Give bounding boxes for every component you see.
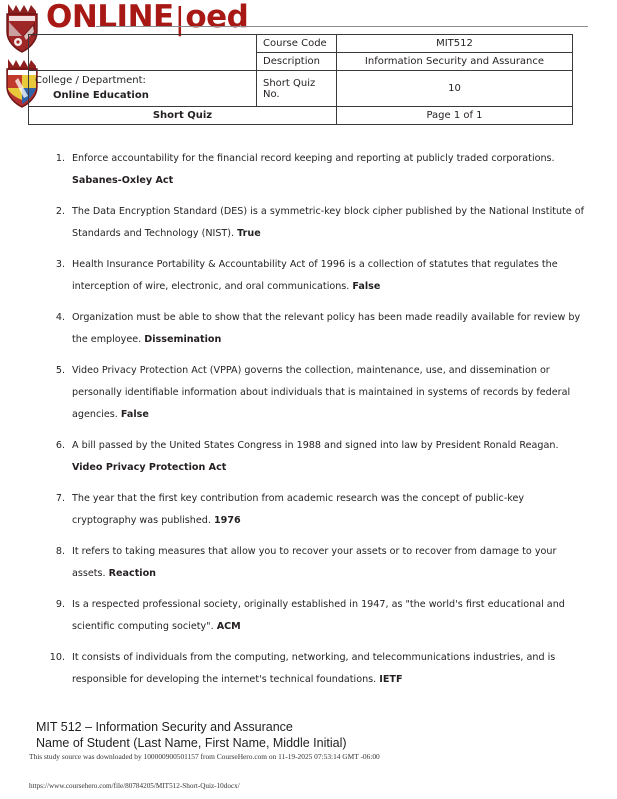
- document-header: [0, 0, 617, 150]
- quiz-item-number: 6.: [55, 440, 65, 451]
- footer-course-line: MIT 512 – Information Security and Assurance: [36, 720, 293, 734]
- quiz-item-body: [72, 594, 588, 638]
- quiz-item: [48, 541, 588, 585]
- quiz-item-answer: ACM: [216, 621, 241, 632]
- quiz-item: [48, 148, 588, 192]
- quiz-item-body: [72, 148, 588, 192]
- course-code-value: MIT512: [337, 35, 573, 53]
- quiz-item: [48, 647, 588, 691]
- quiz-item-body: [72, 435, 588, 479]
- quiz-item-question: Video Privacy Protection Act (VPPA) governs the collection, maintenance, use, and dissemination or personally identifiable information about individuals that is maintained in systems of records by federal agencies.: [72, 365, 571, 420]
- quiz-item-question: A bill passed by the United States Congress in 1988 and signed into law by President Ronald Reagan.: [72, 440, 559, 451]
- source-url[interactable]: https://www.coursehero.com/file/80784205/MIT512-Short-Quiz-10docx/: [29, 782, 240, 790]
- wordmark-oed: oed: [185, 0, 249, 35]
- quiz-item-answer: False: [352, 281, 381, 292]
- page-indicator: Page 1 of 1: [337, 107, 573, 125]
- wordmark-divider: |: [174, 2, 185, 37]
- quiz-item-body: [72, 488, 588, 532]
- quiz-item: [48, 594, 588, 638]
- quiz-item-body: [72, 307, 588, 351]
- course-code-label: Course Code: [257, 35, 337, 53]
- quiz-item-body: [72, 201, 588, 245]
- quiz-item-answer: False: [120, 409, 149, 420]
- quiz-item-number: 8.: [55, 546, 65, 557]
- header-divider-rule: [96, 26, 588, 27]
- quiz-item-answer: Sabanes-Oxley Act: [72, 175, 174, 186]
- quiz-item: [48, 360, 588, 426]
- quiz-item: [48, 307, 588, 351]
- quiz-item: [48, 488, 588, 532]
- download-stamp: This study source was downloaded by 100000900501157 from CourseHero.com on 11-19-2025 07:53:14 GMT -06:00: [29, 752, 380, 761]
- quiz-item: [48, 435, 588, 479]
- quiz-item-question: Organization must be able to show that the relevant policy has been made readily available for review by the employee.: [72, 312, 581, 345]
- short-quiz-no-value: 10: [337, 71, 573, 107]
- quiz-item-answer: True: [237, 228, 261, 239]
- brand-wordmark: [46, 0, 249, 37]
- quiz-item-number: 5.: [55, 365, 65, 376]
- college-department-label: College / Department:: [35, 75, 146, 86]
- quiz-item-question: It refers to taking measures that allow you to recover your assets or to recover from damage to your assets.: [72, 546, 557, 579]
- short-quiz-no-label-line2: No.: [263, 88, 280, 100]
- document-footer: [36, 719, 596, 751]
- quiz-item-body: [72, 360, 588, 426]
- quiz-item-answer: Dissemination: [144, 334, 222, 345]
- quiz-item-answer: Reaction: [108, 568, 157, 579]
- description-value: Information Security and Assurance: [337, 53, 573, 71]
- quiz-item-number: 10.: [49, 652, 65, 663]
- quiz-item-number: 2.: [55, 206, 65, 217]
- short-quiz-no-label-line1: Short Quiz: [263, 77, 316, 89]
- quiz-item-answer: 1976: [213, 515, 241, 526]
- quiz-item-body: [72, 647, 588, 691]
- wordmark-online: ONLINE: [46, 0, 174, 35]
- quiz-item: [48, 254, 588, 298]
- course-info-table: [28, 34, 573, 125]
- quiz-item-answer: IETF: [379, 674, 403, 685]
- quiz-item-number: 9.: [55, 599, 65, 610]
- short-quiz-no-label: [257, 71, 337, 107]
- header-blank-cell: [29, 35, 257, 71]
- page-title: Short Quiz: [29, 107, 337, 125]
- quiz-item-question: Is a respected professional society, originally established in 1947, as "the world's first educational and scientific computing society".: [72, 599, 565, 632]
- quiz-item-question: The year that the first key contribution from academic research was the concept of public-key cryptography was published.: [72, 493, 525, 526]
- quiz-item-number: 4.: [55, 312, 65, 323]
- table-row: [29, 35, 573, 53]
- quiz-item-number: 3.: [55, 259, 65, 270]
- quiz-item-number: 1.: [55, 153, 65, 164]
- college-department-cell: [29, 71, 257, 107]
- table-row: [29, 71, 573, 107]
- quiz-item-body: [72, 541, 588, 585]
- quiz-item-body: [72, 254, 588, 298]
- footer-student-line: Name of Student (Last Name, First Name, Middle Initial): [36, 736, 347, 750]
- table-row: [29, 107, 573, 125]
- college-department-name: Online Education: [53, 89, 149, 101]
- quiz-item-question: Enforce accountability for the financial record keeping and reporting at publicly traded corporations.: [72, 153, 555, 164]
- quiz-item-number: 7.: [55, 493, 65, 504]
- quiz-item-question: The Data Encryption Standard (DES) is a symmetric-key block cipher published by the National Institute of Standards and Technology (NIST).: [72, 206, 585, 239]
- quiz-item-question: Health Insurance Portability & Accountability Act of 1996 is a collection of statutes that regulates the interception of wire, electronic, and oral communications.: [72, 259, 558, 292]
- quiz-item-answer: Video Privacy Protection Act: [72, 462, 227, 473]
- quiz-item: [48, 201, 588, 245]
- quiz-question-list: [48, 148, 588, 700]
- description-label: Description: [257, 53, 337, 71]
- quiz-item-question: It consists of individuals from the computing, networking, and telecommunications industries, and is responsible for developing the internet's technical foundations.: [72, 652, 556, 685]
